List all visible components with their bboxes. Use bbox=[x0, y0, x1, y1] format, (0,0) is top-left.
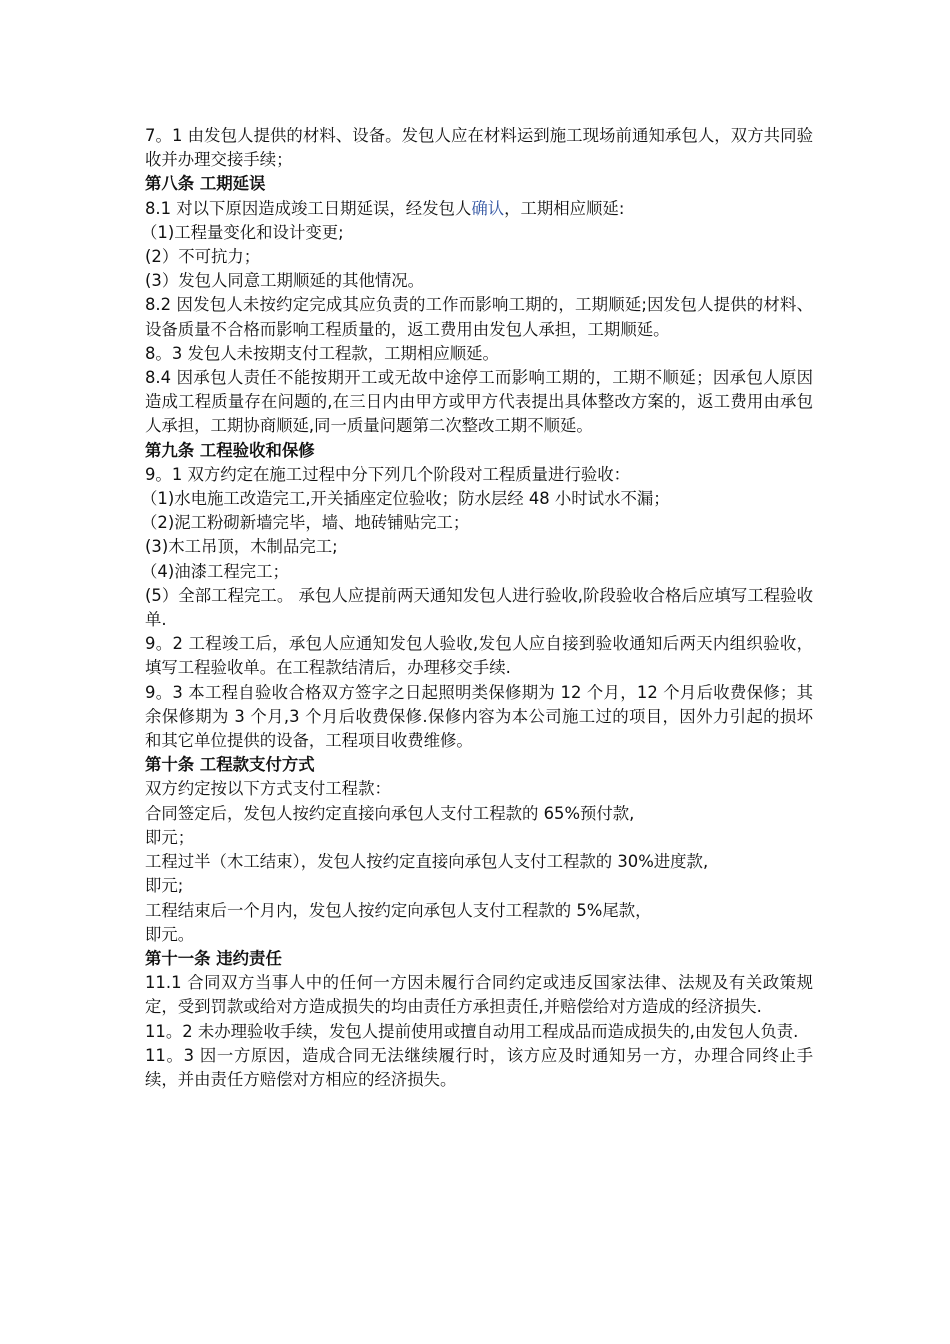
clause-7-1: 7。1 由发包人提供的材料、设备。发包人应在材料运到施工现场前通知承包人，双方共同验收并办理交接手续； bbox=[145, 126, 813, 170]
payment-advance: 合同签定后，发包人按约定直接向承包人支付工程款的 65%预付款, bbox=[145, 803, 635, 823]
heading-article-9: 第九条 工程验收和保修 bbox=[145, 440, 315, 460]
clause-11-3: 11。3 因一方原因，造成合同无法继续履行时，该方应及时通知另一方，办理合同终止手续，并由责任方赔偿对方相应的经济损失。 bbox=[145, 1045, 813, 1089]
clause-8-4: 8.4 因承包人责任不能按期开工或无故中途停工而影响工期的，工期不顺延；因承包人原因造成工程质量存在问题的,在三日内由甲方或甲方代表提出具体整改方案的，返工费用由承包人承担，工期协商顺延,同一质量问题第二次整改工期不顺延。 bbox=[145, 368, 813, 436]
clause-9-1: 9。1 双方约定在施工过程中分下列几个阶段对工程质量进行验收： bbox=[145, 464, 631, 484]
heading-article-10: 第十条 工程款支付方式 bbox=[145, 755, 315, 775]
payment-progress: 工程过半（木工结束），发包人按约定直接向承包人支付工程款的 30%进度款, bbox=[145, 852, 709, 872]
clause-8-3: 8。3 发包人未按期支付工程款，工期相应顺延。 bbox=[145, 343, 499, 363]
clause-8-1-item-1: （1)工程量变化和设计变更; bbox=[141, 222, 344, 242]
heading-article-8: 第八条 工期延误 bbox=[145, 174, 266, 194]
clause-9-1-item-3: (3)木工吊顶，木制品完工; bbox=[145, 537, 338, 557]
clause-11-1: 11.1 合同双方当事人中的任何一方因未履行合同约定或违反国家法律、法规及有关政策规定，受到罚款或给对方造成损失的均由责任方承担责任,并赔偿给对方造成的经济损失. bbox=[145, 973, 813, 1017]
clause-9-1-item-5: (5）全部工程完工。 承包人应提前两天通知发包人进行验收,阶段验收合格后应填写工程验收单. bbox=[145, 585, 813, 630]
clause-8-1-text-end: ，工期相应顺延: bbox=[504, 198, 625, 218]
payment-intro: 双方约定按以下方式支付工程款： bbox=[145, 779, 391, 799]
clause-9-1-item-4: （4)油漆工程完工； bbox=[141, 561, 289, 581]
clause-9-1-item-2: （2)泥工粉砌新墙完毕，墙、地砖铺贴完工； bbox=[141, 513, 470, 533]
clause-11-2: 11。2 未办理验收手续，发包人提前使用或擅自动用工程成品而造成损失的,由发包人负责. bbox=[145, 1021, 799, 1041]
clause-9-2: 9。2 工程竣工后，承包人应通知发包人验收,发包人应自接到验收通知后两天内组织验收，填写工程验收单。在工程款结清后，办理移交手续. bbox=[145, 634, 813, 678]
clause-9-1-item-1: （1)水电施工改造完工,开关插座定位验收；防水层经 48 小时试水不漏； bbox=[141, 489, 670, 509]
clause-9-3: 9。3 本工程自验收合格双方签字之日起照明类保修期为 12 个月，12 个月后收费保修；其余保修期为 3 个月,3 个月后收费保修.保修内容为本公司施工过的项目，因外力引起的损坏和其它单位提供的设备，工程项目收费维修。 bbox=[145, 682, 813, 751]
clause-8-1-item-3: (3）发包人同意工期顺延的其他情况。 bbox=[145, 271, 425, 291]
payment-final: 工程结束后一个月内，发包人按约定向承包人支付工程款的 5%尾款， bbox=[145, 900, 652, 920]
payment-progress-amount: 即元; bbox=[145, 876, 184, 896]
clause-8-1 bbox=[145, 197, 813, 221]
payment-final-amount: 即元。 bbox=[145, 924, 195, 944]
payment-advance-amount: 即元； bbox=[145, 827, 195, 847]
confirm-link[interactable]: 确认 bbox=[471, 198, 505, 218]
clause-8-2: 8.2 因发包人未按约定完成其应负责的工作而影响工期的，工期顺延;因发包人提供的材料、设备质量不合格而影响工程质量的，返工费用由发包人承担，工期顺延。 bbox=[145, 295, 813, 339]
clause-8-1-item-2: (2）不可抗力； bbox=[145, 247, 261, 267]
document-page bbox=[141, 124, 813, 1092]
clause-8-1-text: 8.1 对以下原因造成竣工日期延误，经发包人 bbox=[145, 198, 472, 218]
heading-article-11: 第十一条 违约责任 bbox=[145, 948, 282, 968]
